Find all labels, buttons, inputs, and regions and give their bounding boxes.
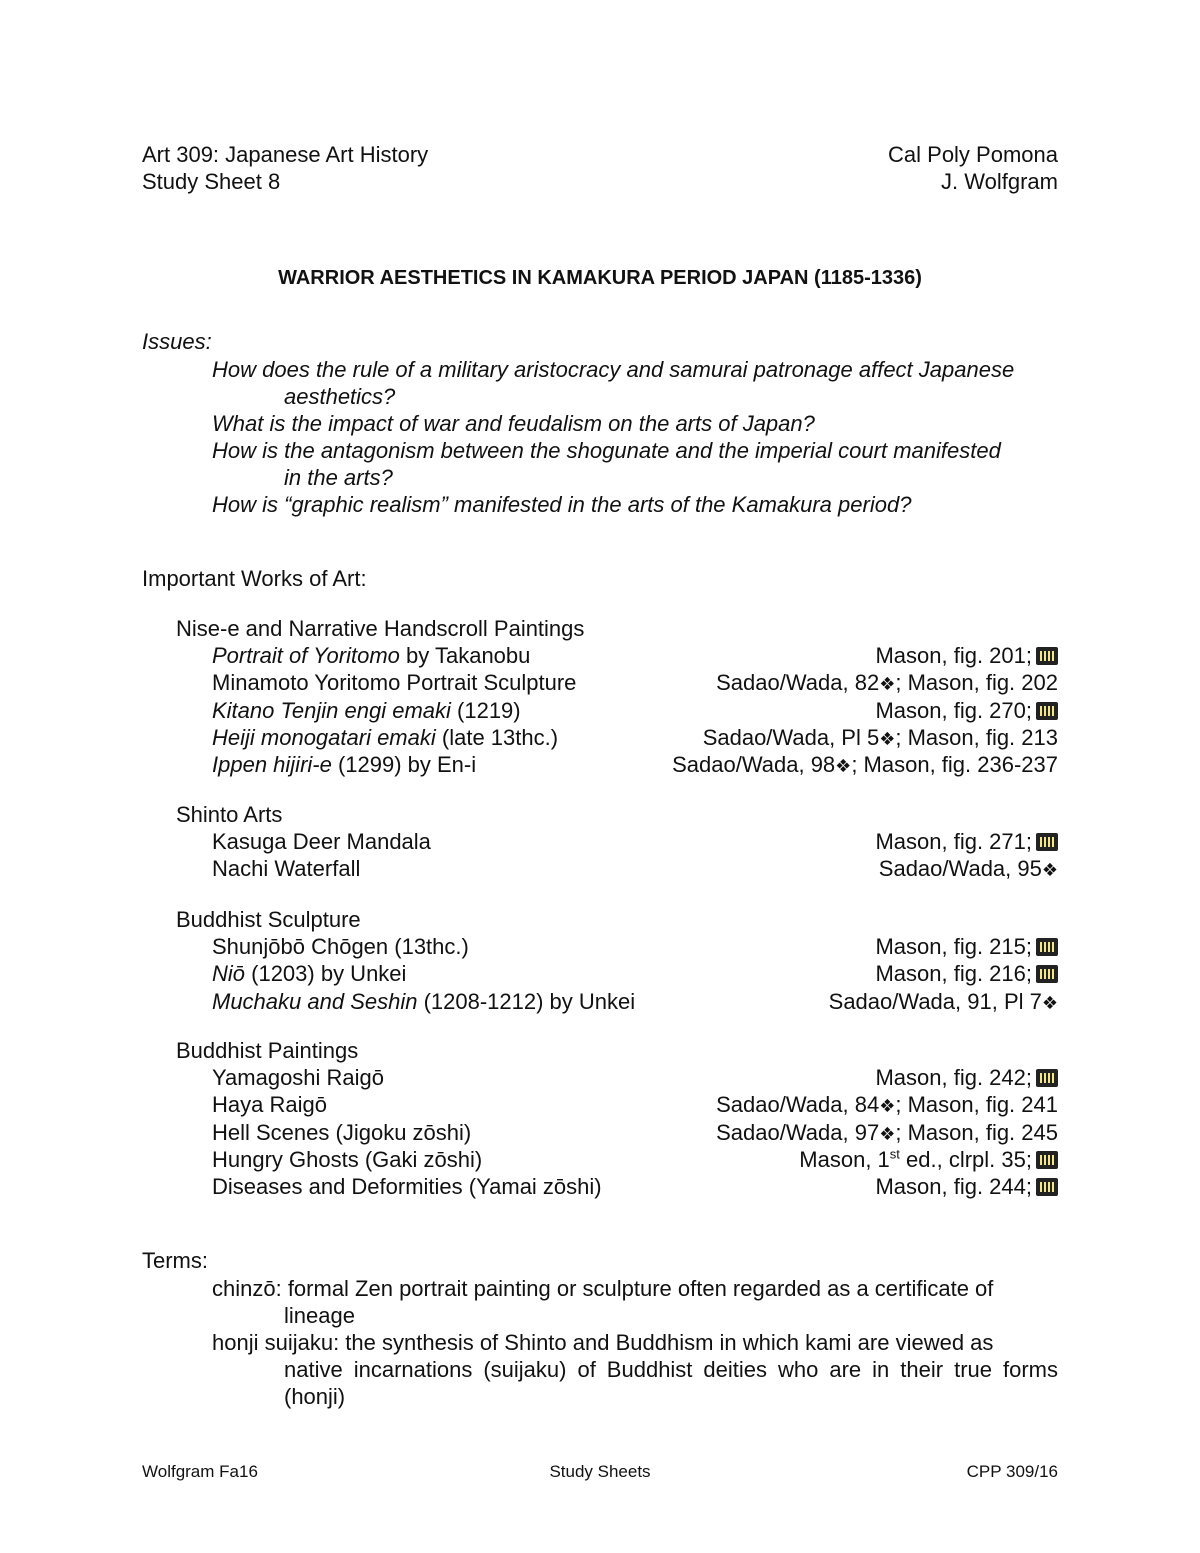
work-reference: Mason, fig. 215; (875, 933, 1058, 961)
issues-heading (142, 328, 1058, 356)
work-title: Haya Raigō (212, 1092, 327, 1118)
film-icon (1036, 647, 1058, 665)
work-title: Diseases and Deformities (Yamai zōshi) (212, 1174, 602, 1199)
film-icon (1036, 965, 1058, 983)
term-item (212, 1329, 1058, 1410)
work-row (212, 960, 1058, 988)
work-title: Kasuga Deer Mandala (212, 829, 431, 855)
work-title-italic: Ippen hijiri-e (212, 752, 332, 777)
work-row (212, 1119, 1058, 1147)
film-icon (1036, 938, 1058, 956)
work-reference: Sadao/Wada, 82❖; Mason, fig. 202 (716, 670, 1058, 696)
work-reference: Mason, fig. 271; (875, 828, 1058, 856)
work-row (212, 988, 1058, 1016)
four-diamond-icon: ❖ (879, 674, 896, 695)
term-definition: honji suijaku: the synthesis of Shinto and Buddhism in which kami are viewed as (212, 1330, 994, 1355)
four-diamond-icon: ❖ (1041, 992, 1058, 1013)
work-title-italic: Niō (212, 961, 246, 987)
work-row (212, 1146, 1058, 1174)
work-row (212, 933, 1058, 961)
work-row (212, 697, 1058, 725)
work-title: Shunjōbō Chōgen (13thc.) (212, 934, 469, 960)
work-row (212, 1091, 1058, 1119)
term-definition: chinzō: formal Zen portrait painting or sculpture often regarded as a certificate of (212, 1276, 994, 1301)
issue-line: How does the rule of a military aristocracy and samurai patronage affect Japanese (212, 357, 1015, 382)
terms-heading-text: Terms: (142, 1248, 208, 1273)
work-title: Hungry Ghosts (Gaki zōshi) (212, 1146, 483, 1172)
work-reference: Sadao/Wada, Pl 5❖; Mason, fig. 213 (702, 724, 1058, 750)
ordinal-suffix: st (889, 1146, 900, 1162)
work-title: Ippen hijiri-e (1299) by En-i (212, 752, 477, 777)
work-row (212, 1064, 1058, 1092)
work-title-italic: Heiji monogatari emaki (212, 724, 436, 750)
work-reference: Sadao/Wada, 84❖; Mason, fig. 241 (716, 1092, 1058, 1118)
term-continuation: native incarnations (suijaku) of Buddhist deities who are in their true forms (honji) (284, 1357, 1058, 1409)
work-title-italic: Kitano Tenjin engi emaki (212, 697, 451, 723)
work-reference: Mason, fig. 270; (875, 697, 1058, 725)
footer-right: CPP 309/16 (966, 1462, 1058, 1481)
four-diamond-icon: ❖ (835, 756, 852, 776)
issue-item (212, 437, 1058, 491)
work-reference: Sadao/Wada, 91, Pl 7❖ (828, 988, 1058, 1014)
film-icon (1036, 702, 1058, 720)
film-icon (1036, 1151, 1058, 1169)
issue-continuation: aesthetics? (284, 384, 396, 409)
work-reference: Sadao/Wada, 95❖ (878, 856, 1058, 882)
issue-continuation: in the arts? (284, 465, 393, 490)
work-row (212, 751, 1058, 779)
footer-center: Study Sheets (549, 1462, 651, 1481)
four-diamond-icon: ❖ (879, 1123, 896, 1144)
school-name: Cal Poly Pomona (888, 142, 1058, 167)
section-heading: Nise-e and Narrative Handscroll Paintings (176, 616, 585, 641)
work-title: Hell Scenes (Jigoku zōshi) (212, 1119, 472, 1145)
work-reference: Mason, fig. 201; (875, 642, 1058, 670)
footer-left: Wolfgram Fa16 (142, 1462, 258, 1481)
course-title: Art 309: Japanese Art History (142, 142, 429, 167)
term-continuation: lineage (284, 1303, 355, 1328)
page-title: WARRIOR AESTHETICS IN KAMAKURA PERIOD JAPAN (1185-1336) (278, 267, 922, 289)
work-row (212, 828, 1058, 856)
work-title: Portrait of Yoritomo by Takanobu (212, 643, 531, 669)
work-reference: Sadao/Wada, 97❖; Mason, fig. 245 (716, 1119, 1058, 1145)
work-title-italic: Portrait of Yoritomo (212, 643, 400, 669)
work-row (212, 669, 1058, 697)
film-icon (1036, 833, 1058, 851)
work-row (212, 642, 1058, 670)
header-row-2 (142, 168, 1058, 196)
issue-item (212, 356, 1058, 410)
works-heading (142, 565, 1058, 593)
instructor-name: J. Wolfgram (941, 169, 1058, 194)
work-title: Kitano Tenjin engi emaki (1219) (212, 697, 521, 723)
issue-item (212, 491, 1058, 518)
work-reference: Mason, fig. 242; (875, 1064, 1058, 1092)
work-title: Muchaku and Seshin (1208-1212) by Unkei (212, 988, 636, 1014)
section-heading: Shinto Arts (176, 802, 283, 827)
section-heading: Buddhist Paintings (176, 1038, 359, 1063)
issue-line: How is “graphic realism” manifested in the arts of the Kamakura period? (212, 492, 912, 517)
work-title: Nachi Waterfall (212, 856, 361, 882)
work-row (212, 855, 1058, 883)
work-title: Yamagoshi Raigō (212, 1065, 385, 1091)
issue-item (212, 410, 1058, 437)
work-row (212, 724, 1058, 752)
work-title: Niō (1203) by Unkei (212, 961, 407, 987)
work-title: Minamoto Yoritomo Portrait Sculpture (212, 670, 577, 696)
term-item (212, 1275, 1058, 1329)
work-title: Heiji monogatari emaki (late 13thc.) (212, 724, 559, 750)
work-row (212, 1173, 1058, 1201)
issues-heading-text: Issues: (142, 329, 212, 354)
film-icon (1036, 1178, 1058, 1196)
four-diamond-icon: ❖ (1041, 860, 1058, 881)
terms-heading (142, 1247, 1058, 1275)
work-title-italic: Muchaku and Seshin (212, 988, 418, 1014)
issue-line: What is the impact of war and feudalism on the arts of Japan? (212, 411, 815, 436)
work-reference: Mason, fig. 216; (875, 960, 1058, 988)
section-heading: Buddhist Sculpture (176, 907, 361, 932)
works-heading-text: Important Works of Art: (142, 566, 367, 591)
work-reference: Mason, 1st ed., clrpl. 35; (799, 1146, 1058, 1174)
header-row-1 (142, 141, 1058, 169)
issue-line: How is the antagonism between the shogunate and the imperial court manifested (212, 438, 1001, 463)
sheet-number: Study Sheet 8 (142, 169, 281, 194)
four-diamond-icon: ❖ (879, 1096, 896, 1117)
four-diamond-icon: ❖ (879, 728, 896, 749)
work-reference: Sadao/Wada, 98❖; Mason, fig. 236-237 (672, 752, 1058, 777)
work-reference: Mason, fig. 244; (875, 1173, 1058, 1201)
film-icon (1036, 1069, 1058, 1087)
